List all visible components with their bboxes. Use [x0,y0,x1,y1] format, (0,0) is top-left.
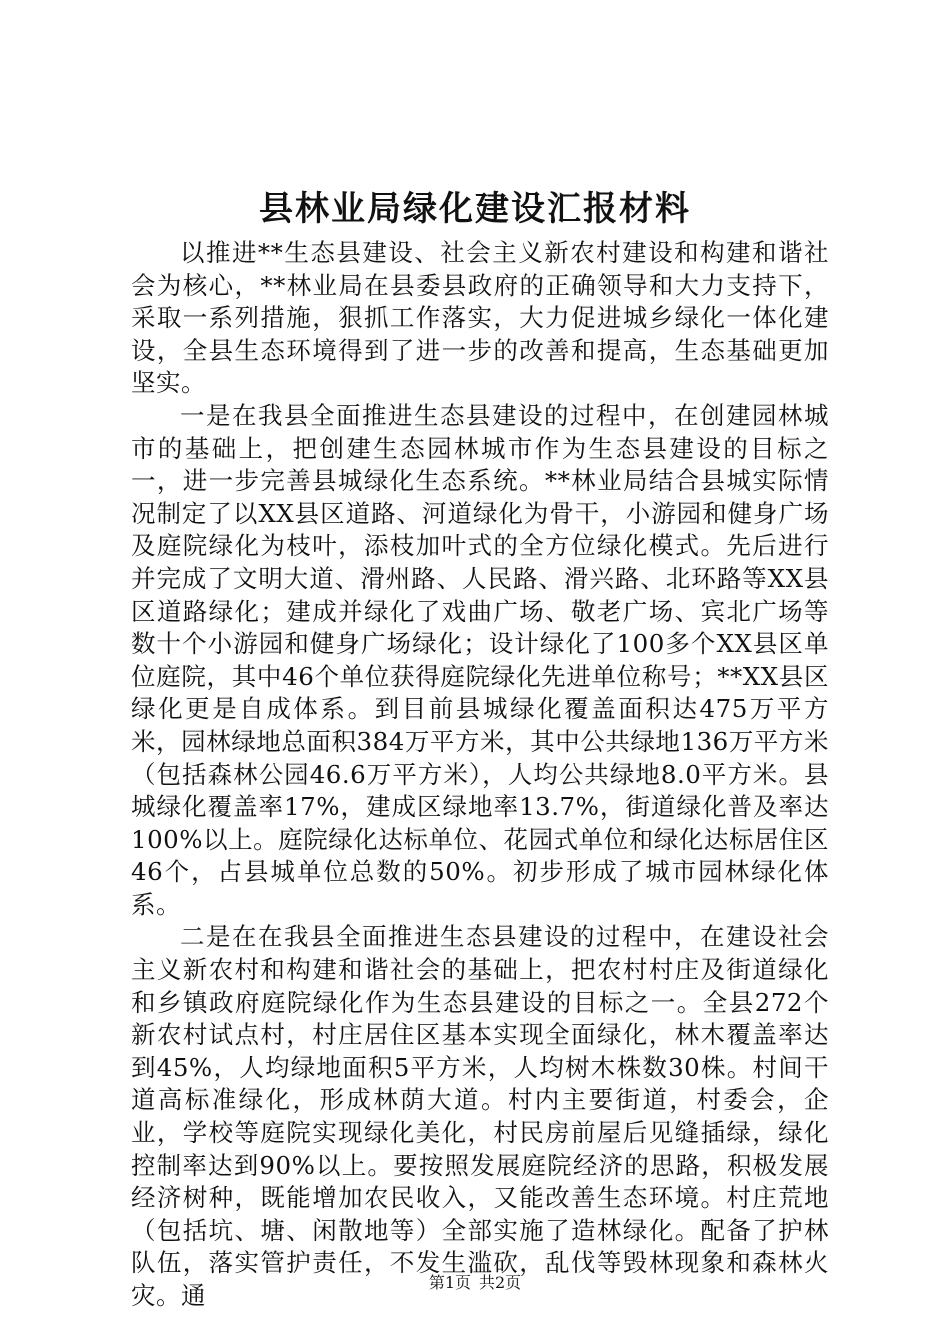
page-total: 共2页 [479,1273,522,1292]
paragraph-intro: 以推进**生态县建设、社会主义新农村建设和构建和谐社会为核心，**林业局在县委县政府的正确领导和大力支持下，采取一系列措施，狠抓工作落实，大力促进城乡绿化一体化建设，全县生态环境得到了进一步的改善和提高，生态基础更加坚实。 [131,238,829,398]
document-title: 县林业局绿化建设汇报材料 [259,189,691,229]
page-footer [0,1272,950,1294]
page-number: 第1页 [428,1273,471,1292]
paragraph-urban-greening: 一是在我县全面推进生态县建设的过程中，在创建园林城市的基础上，把创建生态园林城市作为生态县建设的目标之一，进一步完善县城绿化生态系统。**林业局结合县城实际情况制定了以XX县区道路、河道绿化为骨干，小游园和健身广场及庭院绿化为枝叶，添枝加叶式的全方位绿化模式。先后进行并完成了文明大道、滑州路、人民路、滑兴路、北环路等XX县区道路绿化；建成并绿化了戏曲广场、敬老广场、宾北广场等数十个小游园和健身广场绿化；设计绿化了100多个XX县区单位庭院，其中46个单位获得庭院绿化先进单位称号；**XX县区绿化更是自成体系。到目前县城绿化覆盖面积达475万平方米，园林绿地总面积384万平方米，其中公共绿地136万平方米（包括森林公园46.6万平方米），人均公共绿地8.0平方米。县城绿化覆盖率17%，建成区绿地率13.7%，街道绿化普及率达100%以上。庭院绿化达标单位、花园式单位和绿化达标居住区46个，占县城单位总数的50%。初步形成了城市园林绿化体系。 [131,400,829,919]
paragraph-rural-greening: 二是在在我县全面推进生态县建设的过程中，在建设社会主义新农村和构建和谐社会的基础上，把农村村庄及街道绿化和乡镇政府庭院绿化作为生态县建设的目标之一。全县272个新农村试点村，村庄居住区基本实现全面绿化，林木覆盖率达到45%，人均绿地面积5平方米，人均树木株数30株。村间干道高标准绿化，形成林荫大道。村内主要街道，村委会，企业，学校等庭院实现绿化美化，村民房前屋后见缝插绿，绿化控制率达到90%以上。要按照发展庭院经济的思路，积极发展经济树种，既能增加农民收入，又能改善生态环境。村庄荒地（包括坑、塘、闲散地等）全部实施了造林绿化。配备了护林队伍，落实管护责任，不发生滥砍，乱伐等毁林现象和森林火灾。通 [131,922,829,1310]
document-body [131,237,829,1313]
